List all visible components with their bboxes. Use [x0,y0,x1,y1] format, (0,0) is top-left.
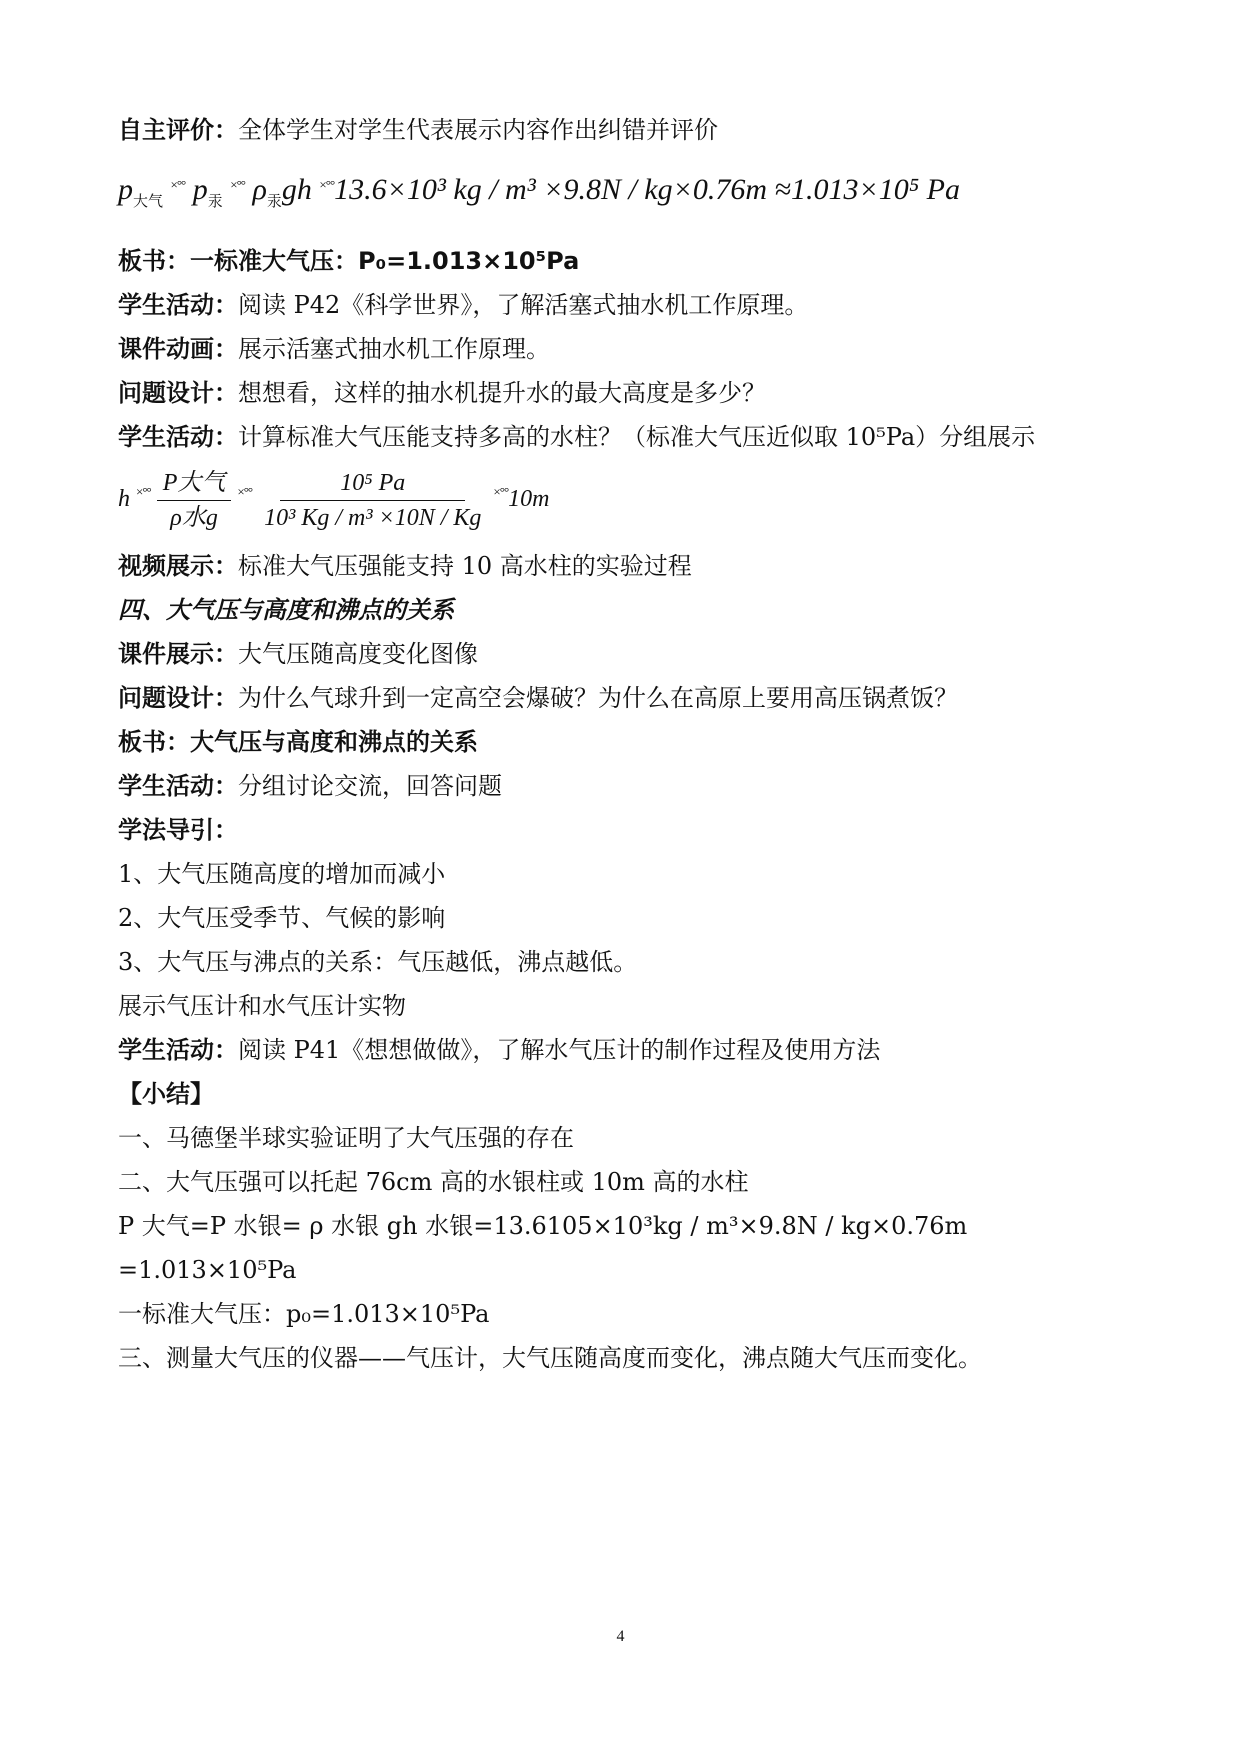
line-label: 学生活动： [118,1036,238,1064]
line-text: 展示活塞式抽水机工作原理。 [238,335,550,363]
line-text: 为什么气球升到一定高空会爆破？为什么在高原上要用高压锅煮饭？ [238,684,958,712]
line-label: 板书： [118,247,190,275]
method-guide-line [118,815,238,845]
equals-glyph: ×°° [136,484,151,500]
page-number: 4 [616,1628,625,1645]
line-text: 一标准大气压：P₀=1.013×10⁵Pa [190,247,580,275]
text-line: 展示气压计和水气压计实物 [118,992,406,1020]
line-label: 学生活动： [118,772,238,800]
eq-symbol: ρ [252,173,267,206]
activity-line [118,1035,880,1065]
section-heading: 四、大气压与高度和沸点的关系 [118,596,454,624]
fraction [258,468,487,533]
line-text: 全体学生对学生代表展示内容作出纠错并评价 [238,116,718,144]
line-text: 大气压与高度和沸点的关系 [190,728,478,756]
list-item: 1、大气压随高度的增加而减小 [118,860,446,888]
question-line [118,378,766,408]
line-label: 学生活动： [118,291,238,319]
list-item: 2、大气压受季节、气候的影响 [118,904,446,932]
formula-line: 一标准大气压：p₀=1.013×10⁵Pa [118,1300,490,1328]
activity-line [118,771,502,801]
numerator: 10⁵ Pa [280,468,465,501]
line-text: 分组讨论交流，回答问题 [238,772,502,800]
numerator: P大气 [157,468,232,501]
summary-item: 二、大气压强可以托起 76cm 高的水银柱或 10m 高的水柱 [118,1168,749,1196]
formula-line: =1.013×10⁵Pa [118,1256,297,1284]
line-text: 阅读 P42《科学世界》，了解活塞式抽水机工作原理。 [238,291,809,319]
line-label: 自主评价： [118,116,238,144]
board-line [118,246,579,276]
line-text: 大气压随高度变化图像 [238,640,478,668]
summary-item: 三、测量大气压的仪器——气压计，大气压随高度而变化，沸点随大气压而变化。 [118,1344,982,1372]
equation-atmospheric-pressure [118,165,960,222]
eq-symbol: p [192,173,208,206]
equals-glyph: ×°° [493,484,509,500]
eq-result: 10m [508,486,550,513]
summary-heading [118,1079,214,1109]
equals-glyph: ×°° [237,484,253,500]
equals-glyph: ×°° [170,177,186,192]
line-label: 【小结】 [118,1080,214,1108]
line-label: 学法导引： [118,816,238,844]
line-text: 标准大气压强能支持 10 高水柱的实验过程 [238,552,692,580]
line-label: 视频展示： [118,552,238,580]
eq-symbol: h [118,486,130,513]
denominator: 10³ Kg / m³ ×10N / Kg [264,505,482,531]
evaluation-line [118,115,718,145]
eq-symbol: gh [281,173,312,206]
line-text: 计算标准大气压能支持多高的水柱？（标准大气压近似取 10⁵Pa）分组展示 [238,423,1036,451]
eq-subscript: 汞 [266,194,282,210]
line-text: 想想看，这样的抽水机提升水的最大高度是多少？ [238,379,766,407]
fraction [157,468,232,533]
equals-glyph: ×°° [230,177,245,192]
eq-subscript: 汞 [207,194,223,210]
line-label: 板书： [118,728,190,756]
equation-water-height [118,468,550,533]
line-text: 阅读 P41《想想做做》，了解水气压计的制作过程及使用方法 [238,1036,881,1064]
equals-glyph: ×°° [319,177,335,192]
denominator: ρ水g [170,505,218,531]
eq-expression: 13.6×10³ kg / m³ ×9.8N / kg×0.76m ≈1.013×10⁵ Pa [334,173,960,206]
line-label: 课件展示： [118,640,238,668]
activity-line [118,290,808,320]
eq-subscript: 大气 [133,194,164,210]
line-label: 课件动画： [118,335,238,363]
line-label: 学生活动： [118,423,238,451]
video-line [118,551,692,581]
line-label: 问题设计： [118,379,238,407]
board-line [118,727,478,757]
animation-line [118,334,550,364]
formula-line: P 大气=P 水银= ρ 水银 gh 水银=13.6105×10³kg / m³×9.8N / kg×0.76m [118,1212,968,1240]
line-label: 问题设计： [118,684,238,712]
eq-symbol: p [118,173,133,206]
question-line [118,683,958,713]
courseware-line [118,639,478,669]
list-item: 3、大气压与沸点的关系：气压越低，沸点越低。 [118,948,638,976]
activity-line [118,422,1035,452]
summary-item: 一、马德堡半球实验证明了大气压强的存在 [118,1124,574,1152]
